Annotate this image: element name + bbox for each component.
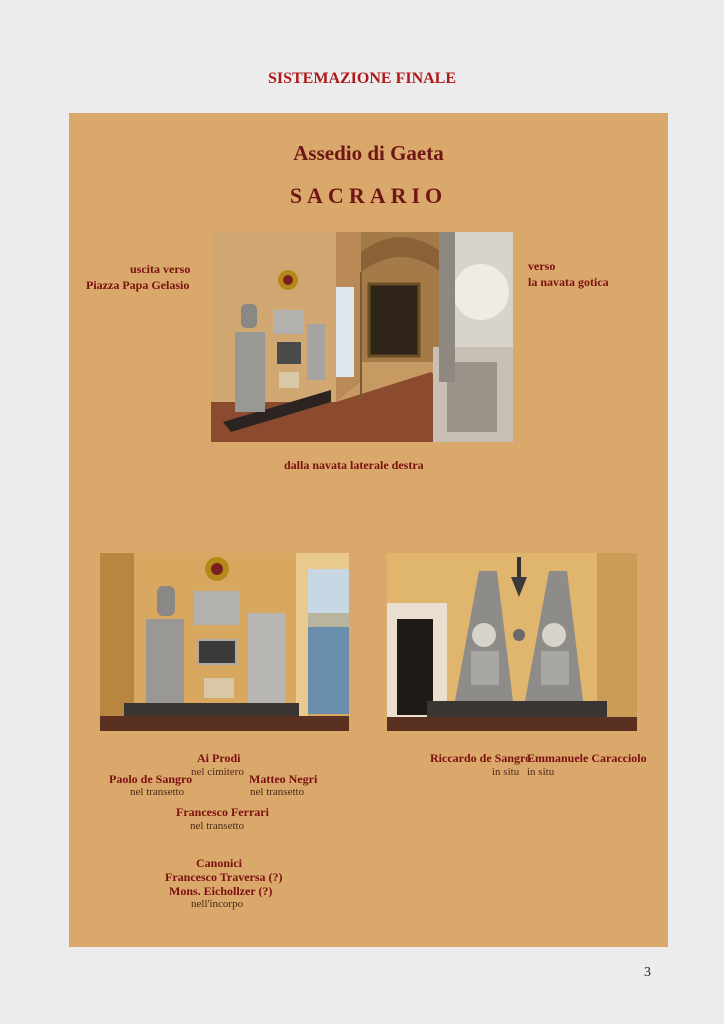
panel-subtitle: SACRARIO: [289, 183, 448, 208]
ai-prodi-label: Ai Prodi: [197, 751, 241, 765]
panel-title: Assedio di Gaeta: [293, 141, 444, 165]
matteo-negri-location: nel transetto: [250, 786, 305, 798]
direction-label: verso: [528, 259, 556, 273]
matteo-negri-label: Matteo Negri: [249, 772, 318, 786]
francesco-traversa-label: Francesco Traversa (?): [165, 870, 283, 884]
bottom-caption: dalla navata laterale destra: [284, 458, 424, 472]
exit-label: uscita verso: [130, 262, 191, 276]
francesco-ferrari-location: nel transetto: [190, 820, 245, 832]
monuments-wall-photo: [100, 553, 349, 731]
pyramid-monuments-photo: [387, 553, 637, 731]
emmanuele-caracciolo-label: Emmanuele Caracciolo: [527, 751, 647, 765]
emmanuele-caracciolo-location: in situ: [527, 766, 555, 778]
canonici-label: Canonici: [196, 856, 243, 870]
paolo-de-sangro-location: nel transetto: [130, 786, 185, 798]
ai-prodi-location: nel cimitero: [191, 766, 244, 778]
content-panel: [69, 113, 668, 947]
incorpo-location: nell'incorpo: [191, 898, 244, 910]
riccardo-de-sangro-label: Riccardo de Sangro: [430, 751, 532, 765]
eichollzer-label: Mons. Eichollzer (?): [169, 884, 273, 898]
page-title: SISTEMAZIONE FINALE: [267, 70, 457, 87]
chapel-interior-photo: [211, 232, 513, 442]
exit-destination-label: Piazza Papa Gelasio: [86, 278, 190, 292]
riccardo-de-sangro-location: in situ: [492, 766, 520, 778]
paolo-de-sangro-label: Paolo de Sangro: [109, 772, 193, 786]
direction-destination-label: la navata gotica: [528, 275, 609, 289]
page-number: 3: [644, 965, 651, 980]
francesco-ferrari-label: Francesco Ferrari: [176, 805, 269, 819]
